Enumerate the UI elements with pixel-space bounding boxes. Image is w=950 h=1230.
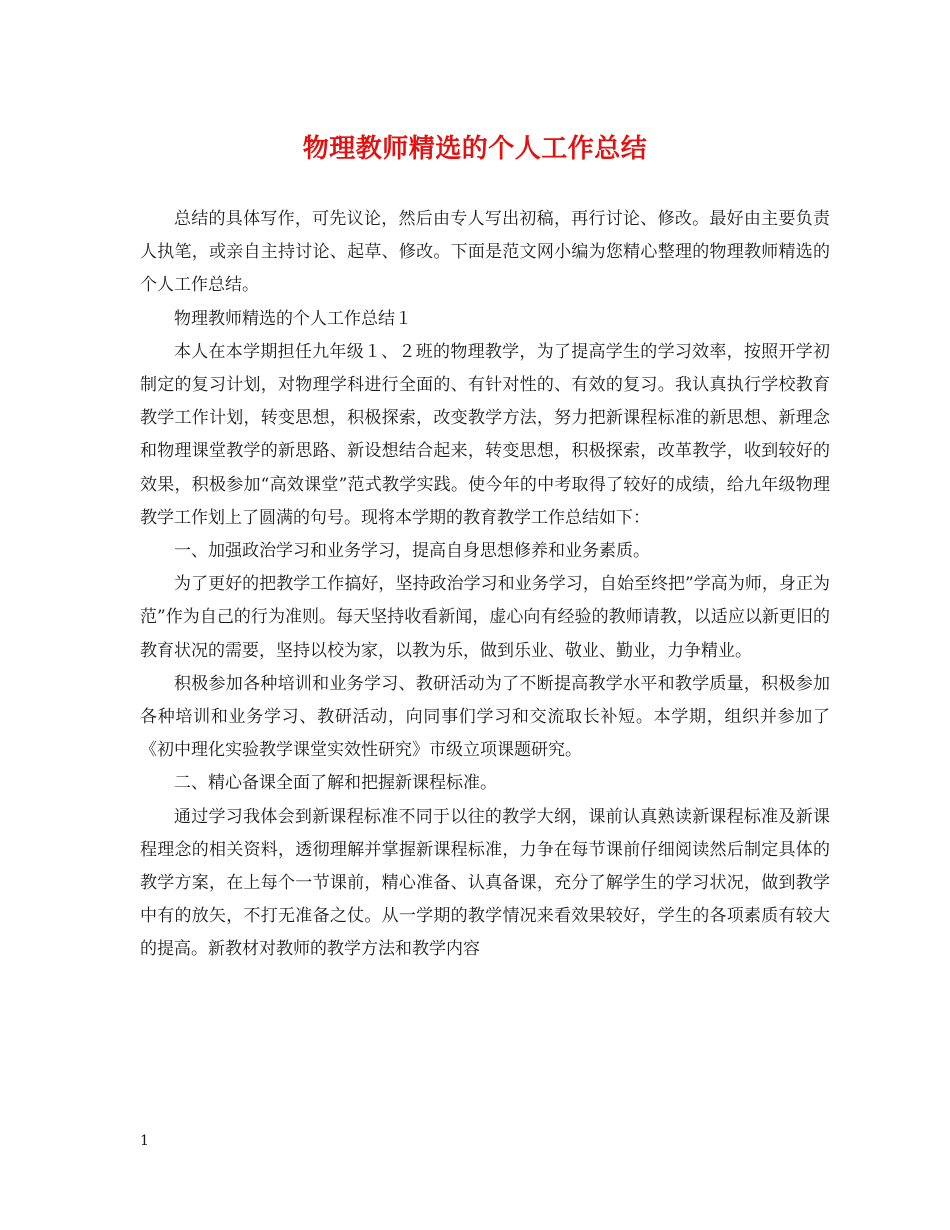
paragraph-heading-lesson-prep: 二、精心备课全面了解和把握新课程标准。: [174, 773, 497, 794]
document-title: 物理教师精选的个人工作总结: [302, 134, 648, 164]
paragraph-heading-political-study: 一、加强政治学习和业务学习，提高自身思想修养和业务素质。: [174, 541, 650, 562]
paragraph-overview: 本人在本学期担任九年级１、２班的物理教学，为了提高学生的学习效率，按照开学初制定的复习计划，对物理学科进行全面的、有针对性的、有效的复习。我认真执行学校教育教学工作计划，转变思想，积极探索，改变教学方法，努力把新课程标准的新思想、新理念和物理课堂教学的新思路、新设想结合起来，转变思想，积极探索，改革教学，收到较好的效果，积极参加“高效课堂”范式教学实践。使今年的中考取得了较好的成绩，给九年级物理教学工作划上了圆满的句号。现将本学期的教育教学工作总结如下：: [140, 341, 830, 528]
paragraph-training: 积极参加各种培训和业务学习、教研活动为了不断提高教学水平和教学质量，积极参加各种培训和业务学习、教研活动，向同事们学习和交流取长补短。本学期，组织并参加了《初中理化实验教学课堂实效性研究》市级立项课题研究。: [140, 673, 830, 761]
page-number: 1: [140, 1133, 149, 1149]
paragraph-lesson-prep: 通过学习我体会到新课程标准不同于以往的教学大纲，课前认真熟读新课程标准及新课程理念的相关资料，透彻理解并掌握新课程标准，力争在每节课前仔细阅读然后制定具体的教学方案，在上每个一节课前，精心准备、认真备课，充分了解学生的学习状况，做到教学中有的放矢，不打无准备之仗。从一学期的教学情况来看效果较好，学生的各项素质有较大的提高。新教材对教师的教学方法和教学内容: [140, 806, 830, 960]
paragraph-section-heading-1: 物理教师精选的个人工作总结１: [174, 308, 412, 329]
paragraph-intro: 总结的具体写作，可先议论，然后由专人写出初稿，再行讨论、修改。最好由主要负责人执笔，或亲自主持讨论、起草、修改。下面是范文网小编为您精心整理的物理教师精选的个人工作总结。: [140, 209, 830, 296]
document-body: [140, 203, 830, 967]
paragraph-political-study: 为了更好的把教学工作搞好，坚持政治学习和业务学习，自始至终把”学高为师，身正为范”作为自己的行为准则。每天坚持收看新闻，虚心向有经验的教师请教，以适应以新更旧的教育状况的需要，坚持以校为家，以教为乐，做到乐业、敬业、勤业，力争精业。: [140, 574, 830, 661]
